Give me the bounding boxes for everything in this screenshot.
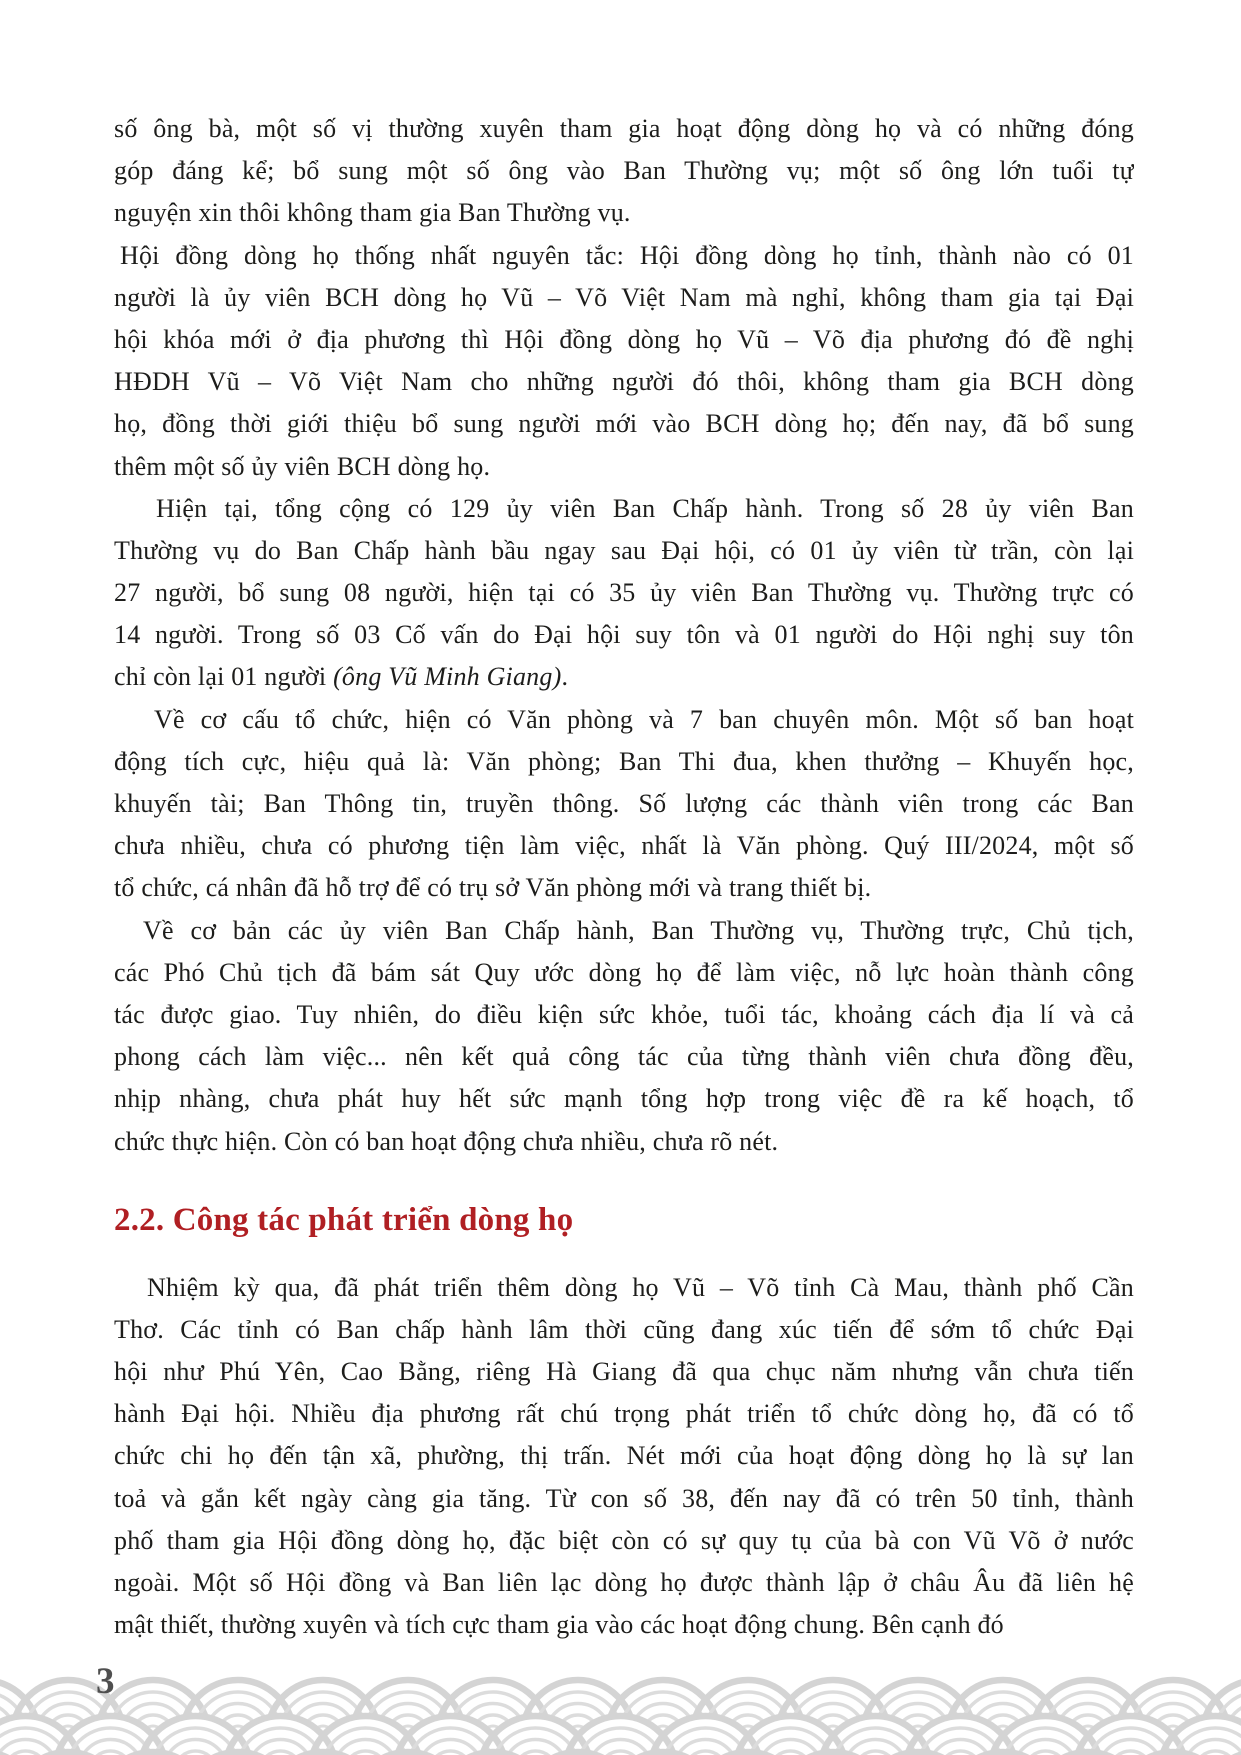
text-line: hành Đại hội. Nhiều địa phương rất chú trọng phát triển tổ chức dòng họ, đã có tổ [114, 1399, 1134, 1429]
page-number: 3 [96, 1661, 115, 1702]
text-line: Nhiệm kỳ qua, đã phát triển thêm dòng họ Vũ – Võ tỉnh Cà Mau, thành phố Cần [147, 1272, 1134, 1302]
text-line: Hội đồng dòng họ thống nhất nguyên tắc: Hội đồng dòng họ tỉnh, thành nào có 01 [120, 240, 1134, 270]
text-line: thêm một số ủy viên BCH dòng họ. [114, 451, 491, 481]
paragraph [114, 235, 1134, 488]
wave-pattern-decoration [0, 1655, 1241, 1755]
text-line: nguyện xin thôi không tham gia Ban Thường vụ. [114, 198, 631, 228]
paragraph [114, 910, 1134, 1163]
text-line: Thường vụ do Ban Chấp hành bầu ngay sau Đại hội, có 01 ủy viên từ trần, còn lại [114, 535, 1134, 565]
text-line: Về cơ bản các ủy viên Ban Chấp hành, Ban Thường vụ, Thường trực, Chủ tịch, [143, 915, 1134, 945]
italic-text: (ông Vũ Minh Giang) [333, 662, 562, 692]
text-line: động tích cực, hiệu quả là: Văn phòng; Ban Thi đua, khen thưởng – Khuyến học, [114, 746, 1134, 776]
text-line: nhịp nhàng, chưa phát huy hết sức mạnh tổng hợp trong việc đề ra kế hoạch, tổ [114, 1084, 1134, 1114]
text-segment: chỉ còn lại 01 người [114, 662, 334, 692]
text-line: chức thực hiện. Còn có ban hoạt động chưa nhiều, chưa rõ nét. [114, 1126, 779, 1156]
text-line: ngoài. Một số Hội đồng và Ban liên lạc dòng họ được thành lập ở châu Âu đã liên hệ [114, 1568, 1134, 1597]
text-line: các Phó Chủ tịch đã bám sát Quy ước dòng họ để làm việc, nỗ lực hoàn thành công [114, 957, 1134, 987]
text-line: tác được giao. Tuy nhiên, do điều kiện sức khỏe, tuổi tác, khoảng cách địa lí và cả [114, 999, 1134, 1029]
text-line: khuyến tài; Ban Thông tin, truyền thông. Số lượng các thành viên trong các Ban [114, 789, 1134, 818]
paragraph [114, 1267, 1134, 1647]
body-text-block [114, 108, 1134, 1646]
text-line: phong cách làm việc... nên kết quả công tác của từng thành viên chưa đồng đều, [114, 1042, 1134, 1072]
text-segment: . [561, 662, 569, 692]
text-line: chưa nhiều, chưa có phương tiện làm việc, nhất là Văn phòng. Quý III/2024, một số [114, 831, 1134, 861]
text-line: toả và gắn kết ngày càng gia tăng. Từ con số 38, đến nay đã có trên 50 tỉnh, thành [114, 1483, 1134, 1513]
text-line: Thơ. Các tỉnh có Ban chấp hành lâm thời cũng đang xúc tiến để sớm tổ chức Đại [114, 1314, 1134, 1344]
text-line: hội như Phú Yên, Cao Bằng, riêng Hà Giang đã qua chục năm nhưng vẫn chưa tiến [114, 1357, 1134, 1387]
paragraph [114, 488, 1134, 699]
text-line: mật thiết, thường xuyên và tích cực tham gia vào các hoạt động chung. Bên cạnh đó [114, 1610, 1004, 1640]
text-line: số ông bà, một số vị thường xuyên tham gia hoạt động dòng họ và có những đóng [114, 114, 1134, 143]
text-line: người là ủy viên BCH dòng họ Vũ – Võ Việt Nam mà nghỉ, không tham gia tại Đại [114, 282, 1134, 312]
text-line: HĐDH Vũ – Võ Việt Nam cho những người đó thôi, không tham gia BCH dòng [114, 367, 1134, 397]
text-line: góp đáng kể; bổ sung một số ông vào Ban Thường vụ; một số ông lớn tuổi tự [114, 156, 1134, 186]
text-line: 27 người, bổ sung 08 người, hiện tại có 35 ủy viên Ban Thường vụ. Thường trực có [114, 578, 1134, 608]
section-heading: 2.2. Công tác phát triển dòng họ [114, 1201, 574, 1238]
text-line [114, 656, 1134, 698]
text-line: 14 người. Trong số 03 Cố vấn do Đại hội suy tôn và 01 người do Hội nghị suy tôn [114, 620, 1134, 650]
text-line: chức chi họ đến tận xã, phường, thị trấn. Nét mới của hoạt động dòng họ là sự lan [114, 1441, 1134, 1471]
text-line: hội khóa mới ở địa phương thì Hội đồng dòng họ Vũ – Võ địa phương đó đề nghị [114, 324, 1134, 354]
paragraph [114, 699, 1134, 910]
text-line: phố tham gia Hội đồng dòng họ, đặc biệt còn có sự quy tụ của bà con Vũ Võ ở nước [114, 1525, 1134, 1555]
paragraph [114, 108, 1134, 235]
text-line: Hiện tại, tổng cộng có 129 ủy viên Ban Chấp hành. Trong số 28 ủy viên Ban [156, 493, 1134, 523]
text-line: tổ chức, cá nhân đã hỗ trợ để có trụ sở Văn phòng mới và trang thiết bị. [114, 873, 872, 903]
text-line: họ, đồng thời giới thiệu bổ sung người mới vào BCH dòng họ; đến nay, đã bổ sung [114, 409, 1134, 439]
text-line: Về cơ cấu tổ chức, hiện có Văn phòng và 7 ban chuyên môn. Một số ban hoạt [154, 704, 1134, 734]
